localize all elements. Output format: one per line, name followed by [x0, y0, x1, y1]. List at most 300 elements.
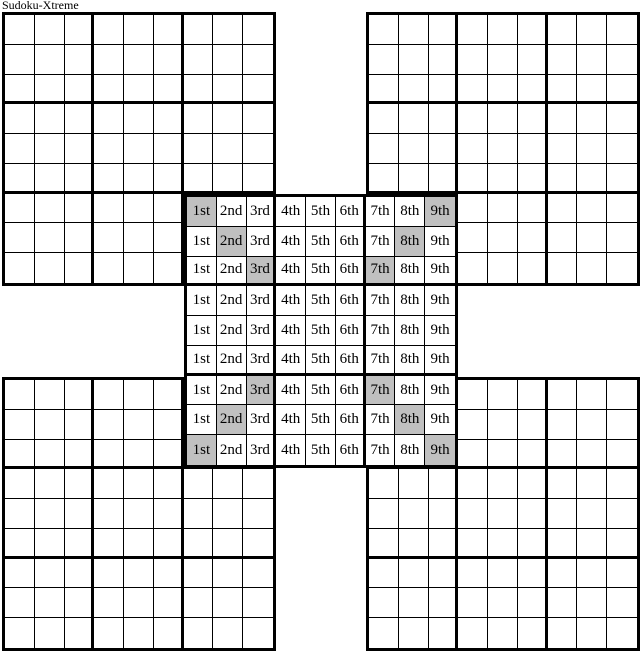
top-left-cell-r8c5[interactable] [124, 223, 154, 253]
top-left-cell-r2c4[interactable] [94, 45, 124, 75]
top-left-cell-r3c4[interactable] [94, 75, 124, 105]
top-right-cell-r5c9[interactable] [607, 134, 637, 164]
bottom-left-cell-r6c4[interactable] [94, 529, 124, 559]
center-cell-r9c5[interactable]: 5th [306, 435, 336, 465]
top-right-cell-r4c9[interactable] [607, 104, 637, 134]
bottom-left-cell-r7c7[interactable] [184, 559, 214, 589]
top-right-cell-r1c2[interactable] [399, 15, 429, 45]
top-left-cell-r4c9[interactable] [243, 104, 273, 134]
center-cell-r2c4[interactable]: 4th [276, 227, 306, 257]
top-right-cell-r6c2[interactable] [399, 164, 429, 194]
top-left-cell-r6c5[interactable] [124, 164, 154, 194]
top-left-cell-r3c8[interactable] [213, 75, 243, 105]
center-cell-r3c8[interactable]: 8th [395, 257, 425, 287]
center-cell-r5c5[interactable]: 5th [306, 316, 336, 346]
center-cell-r4c6[interactable]: 6th [336, 286, 366, 316]
top-right-cell-r8c6[interactable] [518, 223, 548, 253]
bottom-right-cell-r1c8[interactable] [577, 380, 607, 410]
bottom-right-cell-r9c2[interactable] [399, 618, 429, 648]
bottom-right-cell-r2c5[interactable] [488, 410, 518, 440]
top-left-cell-r9c2[interactable] [35, 253, 65, 283]
center-cell-r9c2[interactable]: 2nd [217, 435, 247, 465]
bottom-left-cell-r6c2[interactable] [35, 529, 65, 559]
top-left-cell-r3c9[interactable] [243, 75, 273, 105]
bottom-right-cell-r4c3[interactable] [429, 469, 459, 499]
top-left-cell-r1c9[interactable] [243, 15, 273, 45]
bottom-right-cell-r6c9[interactable] [607, 529, 637, 559]
top-right-cell-r9c6[interactable] [518, 253, 548, 283]
bottom-left-cell-r9c4[interactable] [94, 618, 124, 648]
top-right-cell-r7c4[interactable] [458, 194, 488, 224]
top-right-cell-r9c8[interactable] [577, 253, 607, 283]
center-cell-r8c7[interactable]: 7th [366, 405, 396, 435]
center-cell-r4c4[interactable]: 4th [276, 286, 306, 316]
top-right-cell-r2c3[interactable] [429, 45, 459, 75]
center-cell-r6c8[interactable]: 8th [395, 346, 425, 376]
center-cell-r8c6[interactable]: 6th [336, 405, 366, 435]
top-right-cell-r3c3[interactable] [429, 75, 459, 105]
bottom-left-cell-r3c6[interactable] [154, 440, 184, 470]
bottom-right-cell-r8c6[interactable] [518, 588, 548, 618]
top-right-cell-r4c2[interactable] [399, 104, 429, 134]
center-cell-r6c5[interactable]: 5th [306, 346, 336, 376]
center-cell-r4c3[interactable]: 3rd [247, 286, 277, 316]
bottom-right-cell-r6c8[interactable] [577, 529, 607, 559]
top-right-cell-r2c4[interactable] [458, 45, 488, 75]
center-cell-r2c9[interactable]: 9th [425, 227, 455, 257]
center-cell-r9c3[interactable]: 3rd [247, 435, 277, 465]
top-right-cell-r1c1[interactable] [369, 15, 399, 45]
bottom-left-cell-r3c1[interactable] [5, 440, 35, 470]
bottom-left-cell-r6c8[interactable] [213, 529, 243, 559]
bottom-right-cell-r8c3[interactable] [429, 588, 459, 618]
bottom-left-cell-r7c6[interactable] [154, 559, 184, 589]
top-right-cell-r8c8[interactable] [577, 223, 607, 253]
center-cell-r8c9[interactable]: 9th [425, 405, 455, 435]
center-cell-r2c2-highlighted[interactable]: 2nd [217, 227, 247, 257]
top-right-cell-r3c1[interactable] [369, 75, 399, 105]
top-left-cell-r7c1[interactable] [5, 194, 35, 224]
top-left-cell-r5c5[interactable] [124, 134, 154, 164]
bottom-left-cell-r9c8[interactable] [213, 618, 243, 648]
bottom-left-cell-r2c1[interactable] [5, 410, 35, 440]
center-cell-r6c9[interactable]: 9th [425, 346, 455, 376]
top-right-cell-r2c6[interactable] [518, 45, 548, 75]
top-right-cell-r4c4[interactable] [458, 104, 488, 134]
top-right-cell-r7c8[interactable] [577, 194, 607, 224]
top-left-cell-r5c9[interactable] [243, 134, 273, 164]
bottom-left-cell-r4c9[interactable] [243, 469, 273, 499]
top-left-cell-r1c4[interactable] [94, 15, 124, 45]
top-right-cell-r8c4[interactable] [458, 223, 488, 253]
bottom-right-cell-r5c7[interactable] [548, 499, 578, 529]
center-cell-r3c3-highlighted[interactable]: 3rd [247, 257, 277, 287]
center-cell-r4c8[interactable]: 8th [395, 286, 425, 316]
bottom-left-cell-r4c3[interactable] [65, 469, 95, 499]
top-right-cell-r4c6[interactable] [518, 104, 548, 134]
top-left-cell-r4c5[interactable] [124, 104, 154, 134]
bottom-right-cell-r9c5[interactable] [488, 618, 518, 648]
center-cell-r6c7[interactable]: 7th [366, 346, 396, 376]
top-right-cell-r7c9[interactable] [607, 194, 637, 224]
bottom-left-cell-r5c7[interactable] [184, 499, 214, 529]
bottom-right-cell-r8c8[interactable] [577, 588, 607, 618]
top-right-cell-r6c1[interactable] [369, 164, 399, 194]
bottom-left-cell-r4c6[interactable] [154, 469, 184, 499]
top-left-cell-r2c5[interactable] [124, 45, 154, 75]
center-cell-r9c1-highlighted[interactable]: 1st [187, 435, 217, 465]
bottom-right-cell-r7c6[interactable] [518, 559, 548, 589]
center-cell-r1c9-highlighted[interactable]: 9th [425, 197, 455, 227]
bottom-right-cell-r1c6[interactable] [518, 380, 548, 410]
top-left-cell-r3c2[interactable] [35, 75, 65, 105]
top-right-cell-r6c6[interactable] [518, 164, 548, 194]
bottom-left-cell-r2c2[interactable] [35, 410, 65, 440]
bottom-left-cell-r3c4[interactable] [94, 440, 124, 470]
bottom-left-cell-r4c1[interactable] [5, 469, 35, 499]
bottom-right-cell-r6c6[interactable] [518, 529, 548, 559]
center-cell-r5c4[interactable]: 4th [276, 316, 306, 346]
top-left-cell-r5c2[interactable] [35, 134, 65, 164]
bottom-right-cell-r3c8[interactable] [577, 440, 607, 470]
center-cell-r9c9-highlighted[interactable]: 9th [425, 435, 455, 465]
top-left-cell-r5c1[interactable] [5, 134, 35, 164]
bottom-right-cell-r2c7[interactable] [548, 410, 578, 440]
top-left-cell-r3c3[interactable] [65, 75, 95, 105]
bottom-right-cell-r5c1[interactable] [369, 499, 399, 529]
top-left-cell-r8c2[interactable] [35, 223, 65, 253]
top-right-cell-r4c5[interactable] [488, 104, 518, 134]
center-cell-r6c6[interactable]: 6th [336, 346, 366, 376]
top-left-cell-r8c1[interactable] [5, 223, 35, 253]
bottom-right-cell-r9c9[interactable] [607, 618, 637, 648]
center-cell-r3c1[interactable]: 1st [187, 257, 217, 287]
center-cell-r1c2[interactable]: 2nd [217, 197, 247, 227]
top-left-cell-r4c3[interactable] [65, 104, 95, 134]
bottom-left-cell-r2c4[interactable] [94, 410, 124, 440]
bottom-left-cell-r8c4[interactable] [94, 588, 124, 618]
bottom-left-cell-r8c1[interactable] [5, 588, 35, 618]
bottom-left-cell-r5c8[interactable] [213, 499, 243, 529]
top-left-cell-r8c4[interactable] [94, 223, 124, 253]
top-left-cell-r9c6[interactable] [154, 253, 184, 283]
bottom-left-cell-r3c3[interactable] [65, 440, 95, 470]
top-left-cell-r4c4[interactable] [94, 104, 124, 134]
top-right-cell-r2c7[interactable] [548, 45, 578, 75]
bottom-left-cell-r6c6[interactable] [154, 529, 184, 559]
center-cell-r4c5[interactable]: 5th [306, 286, 336, 316]
top-right-cell-r1c8[interactable] [577, 15, 607, 45]
bottom-left-cell-r2c3[interactable] [65, 410, 95, 440]
top-right-cell-r6c8[interactable] [577, 164, 607, 194]
top-left-cell-r2c1[interactable] [5, 45, 35, 75]
bottom-right-cell-r2c9[interactable] [607, 410, 637, 440]
center-cell-r7c9[interactable]: 9th [425, 376, 455, 406]
top-right-cell-r9c5[interactable] [488, 253, 518, 283]
top-left-cell-r4c2[interactable] [35, 104, 65, 134]
top-left-cell-r7c5[interactable] [124, 194, 154, 224]
bottom-right-cell-r7c9[interactable] [607, 559, 637, 589]
top-left-cell-r2c8[interactable] [213, 45, 243, 75]
top-left-cell-r2c7[interactable] [184, 45, 214, 75]
center-cell-r7c7-highlighted[interactable]: 7th [366, 376, 396, 406]
center-cell-r1c3[interactable]: 3rd [247, 197, 277, 227]
bottom-right-cell-r2c4[interactable] [458, 410, 488, 440]
center-cell-r5c7[interactable]: 7th [366, 316, 396, 346]
bottom-left-cell-r1c2[interactable] [35, 380, 65, 410]
center-cell-r2c1[interactable]: 1st [187, 227, 217, 257]
bottom-left-cell-r4c7[interactable] [184, 469, 214, 499]
bottom-right-cell-r6c7[interactable] [548, 529, 578, 559]
bottom-left-cell-r5c1[interactable] [5, 499, 35, 529]
bottom-right-cell-r8c2[interactable] [399, 588, 429, 618]
center-cell-r1c5[interactable]: 5th [306, 197, 336, 227]
bottom-right-cell-r1c7[interactable] [548, 380, 578, 410]
top-right-cell-r5c6[interactable] [518, 134, 548, 164]
center-cell-r5c2[interactable]: 2nd [217, 316, 247, 346]
center-cell-r8c2-highlighted[interactable]: 2nd [217, 405, 247, 435]
bottom-left-cell-r8c6[interactable] [154, 588, 184, 618]
bottom-right-cell-r5c8[interactable] [577, 499, 607, 529]
bottom-right-cell-r7c1[interactable] [369, 559, 399, 589]
bottom-right-cell-r6c2[interactable] [399, 529, 429, 559]
bottom-right-cell-r8c1[interactable] [369, 588, 399, 618]
top-left-cell-r6c8[interactable] [213, 164, 243, 194]
top-left-cell-r6c6[interactable] [154, 164, 184, 194]
bottom-right-cell-r5c3[interactable] [429, 499, 459, 529]
center-cell-r7c3-highlighted[interactable]: 3rd [247, 376, 277, 406]
center-cell-r2c5[interactable]: 5th [306, 227, 336, 257]
bottom-left-cell-r9c9[interactable] [243, 618, 273, 648]
top-left-cell-r7c2[interactable] [35, 194, 65, 224]
center-cell-r5c9[interactable]: 9th [425, 316, 455, 346]
center-cell-r3c9[interactable]: 9th [425, 257, 455, 287]
center-cell-r8c4[interactable]: 4th [276, 405, 306, 435]
top-right-cell-r5c2[interactable] [399, 134, 429, 164]
bottom-right-cell-r4c2[interactable] [399, 469, 429, 499]
bottom-left-cell-r4c2[interactable] [35, 469, 65, 499]
bottom-right-cell-r4c9[interactable] [607, 469, 637, 499]
top-right-cell-r1c5[interactable] [488, 15, 518, 45]
top-right-cell-r5c3[interactable] [429, 134, 459, 164]
top-left-cell-r6c7[interactable] [184, 164, 214, 194]
top-left-cell-r5c8[interactable] [213, 134, 243, 164]
bottom-left-cell-r9c1[interactable] [5, 618, 35, 648]
bottom-right-cell-r2c8[interactable] [577, 410, 607, 440]
top-right-cell-r3c7[interactable] [548, 75, 578, 105]
bottom-right-cell-r1c5[interactable] [488, 380, 518, 410]
top-left-cell-r7c4[interactable] [94, 194, 124, 224]
bottom-left-cell-r7c3[interactable] [65, 559, 95, 589]
center-cell-r2c8-highlighted[interactable]: 8th [395, 227, 425, 257]
top-right-cell-r6c4[interactable] [458, 164, 488, 194]
bottom-left-cell-r6c5[interactable] [124, 529, 154, 559]
bottom-left-cell-r1c6[interactable] [154, 380, 184, 410]
bottom-left-cell-r5c5[interactable] [124, 499, 154, 529]
bottom-left-cell-r1c4[interactable] [94, 380, 124, 410]
bottom-left-cell-r7c2[interactable] [35, 559, 65, 589]
top-left-cell-r6c4[interactable] [94, 164, 124, 194]
bottom-right-cell-r4c7[interactable] [548, 469, 578, 499]
top-left-cell-r4c8[interactable] [213, 104, 243, 134]
bottom-left-cell-r5c3[interactable] [65, 499, 95, 529]
top-left-cell-r5c3[interactable] [65, 134, 95, 164]
top-left-cell-r3c5[interactable] [124, 75, 154, 105]
bottom-left-cell-r8c5[interactable] [124, 588, 154, 618]
top-left-cell-r4c1[interactable] [5, 104, 35, 134]
bottom-left-cell-r2c6[interactable] [154, 410, 184, 440]
bottom-left-cell-r7c1[interactable] [5, 559, 35, 589]
top-left-cell-r1c8[interactable] [213, 15, 243, 45]
bottom-right-cell-r4c5[interactable] [488, 469, 518, 499]
bottom-right-cell-r5c4[interactable] [458, 499, 488, 529]
bottom-right-cell-r7c2[interactable] [399, 559, 429, 589]
top-right-cell-r7c5[interactable] [488, 194, 518, 224]
bottom-left-cell-r7c5[interactable] [124, 559, 154, 589]
bottom-left-cell-r1c1[interactable] [5, 380, 35, 410]
center-cell-r3c6[interactable]: 6th [336, 257, 366, 287]
bottom-right-cell-r6c4[interactable] [458, 529, 488, 559]
bottom-left-cell-r8c9[interactable] [243, 588, 273, 618]
center-cell-r7c5[interactable]: 5th [306, 376, 336, 406]
top-left-cell-r1c7[interactable] [184, 15, 214, 45]
bottom-right-cell-r7c7[interactable] [548, 559, 578, 589]
bottom-right-cell-r8c7[interactable] [548, 588, 578, 618]
bottom-right-cell-r9c7[interactable] [548, 618, 578, 648]
top-right-cell-r1c6[interactable] [518, 15, 548, 45]
top-left-cell-r6c3[interactable] [65, 164, 95, 194]
top-right-cell-r7c6[interactable] [518, 194, 548, 224]
center-cell-r9c8[interactable]: 8th [395, 435, 425, 465]
top-left-cell-r3c7[interactable] [184, 75, 214, 105]
center-cell-r5c1[interactable]: 1st [187, 316, 217, 346]
top-right-cell-r2c1[interactable] [369, 45, 399, 75]
bottom-right-cell-r1c9[interactable] [607, 380, 637, 410]
center-cell-r6c4[interactable]: 4th [276, 346, 306, 376]
bottom-left-cell-r5c6[interactable] [154, 499, 184, 529]
top-right-cell-r6c3[interactable] [429, 164, 459, 194]
bottom-left-cell-r5c9[interactable] [243, 499, 273, 529]
top-left-cell-r4c6[interactable] [154, 104, 184, 134]
center-cell-r5c8[interactable]: 8th [395, 316, 425, 346]
bottom-left-cell-r5c4[interactable] [94, 499, 124, 529]
top-right-cell-r3c2[interactable] [399, 75, 429, 105]
top-right-cell-r5c7[interactable] [548, 134, 578, 164]
center-cell-r2c6[interactable]: 6th [336, 227, 366, 257]
center-cell-r1c7[interactable]: 7th [366, 197, 396, 227]
center-cell-r5c3[interactable]: 3rd [247, 316, 277, 346]
top-left-cell-r2c9[interactable] [243, 45, 273, 75]
center-cell-r3c4[interactable]: 4th [276, 257, 306, 287]
bottom-left-cell-r9c3[interactable] [65, 618, 95, 648]
top-right-cell-r5c8[interactable] [577, 134, 607, 164]
bottom-right-cell-r9c4[interactable] [458, 618, 488, 648]
bottom-right-cell-r8c9[interactable] [607, 588, 637, 618]
center-cell-r4c7[interactable]: 7th [366, 286, 396, 316]
bottom-right-cell-r5c6[interactable] [518, 499, 548, 529]
center-cell-r4c2[interactable]: 2nd [217, 286, 247, 316]
bottom-right-cell-r4c4[interactable] [458, 469, 488, 499]
bottom-right-cell-r8c4[interactable] [458, 588, 488, 618]
center-cell-r7c8[interactable]: 8th [395, 376, 425, 406]
top-left-cell-r8c3[interactable] [65, 223, 95, 253]
bottom-right-cell-r3c6[interactable] [518, 440, 548, 470]
top-right-cell-r9c4[interactable] [458, 253, 488, 283]
bottom-right-cell-r4c8[interactable] [577, 469, 607, 499]
center-cell-r9c6[interactable]: 6th [336, 435, 366, 465]
bottom-left-cell-r7c4[interactable] [94, 559, 124, 589]
center-cell-r2c3[interactable]: 3rd [247, 227, 277, 257]
bottom-left-cell-r8c2[interactable] [35, 588, 65, 618]
top-right-cell-r2c8[interactable] [577, 45, 607, 75]
top-right-cell-r4c7[interactable] [548, 104, 578, 134]
top-right-cell-r4c1[interactable] [369, 104, 399, 134]
top-left-cell-r6c1[interactable] [5, 164, 35, 194]
center-cell-r3c2[interactable]: 2nd [217, 257, 247, 287]
top-left-cell-r2c2[interactable] [35, 45, 65, 75]
bottom-right-cell-r2c6[interactable] [518, 410, 548, 440]
center-cell-r9c7[interactable]: 7th [366, 435, 396, 465]
top-left-cell-r9c4[interactable] [94, 253, 124, 283]
top-left-cell-r8c6[interactable] [154, 223, 184, 253]
top-right-cell-r8c5[interactable] [488, 223, 518, 253]
top-left-cell-r5c7[interactable] [184, 134, 214, 164]
bottom-left-cell-r2c5[interactable] [124, 410, 154, 440]
top-right-cell-r2c2[interactable] [399, 45, 429, 75]
center-cell-r3c7-highlighted[interactable]: 7th [366, 257, 396, 287]
top-left-cell-r6c2[interactable] [35, 164, 65, 194]
top-right-cell-r9c9[interactable] [607, 253, 637, 283]
bottom-right-cell-r9c1[interactable] [369, 618, 399, 648]
bottom-left-cell-r6c9[interactable] [243, 529, 273, 559]
center-cell-r3c5[interactable]: 5th [306, 257, 336, 287]
top-left-cell-r1c6[interactable] [154, 15, 184, 45]
top-right-cell-r6c7[interactable] [548, 164, 578, 194]
bottom-right-cell-r7c8[interactable] [577, 559, 607, 589]
top-right-cell-r8c9[interactable] [607, 223, 637, 253]
center-cell-r7c6[interactable]: 6th [336, 376, 366, 406]
center-cell-r8c5[interactable]: 5th [306, 405, 336, 435]
bottom-left-cell-r1c5[interactable] [124, 380, 154, 410]
center-cell-r6c1[interactable]: 1st [187, 346, 217, 376]
top-right-cell-r7c7[interactable] [548, 194, 578, 224]
top-right-cell-r1c7[interactable] [548, 15, 578, 45]
center-cell-r7c4[interactable]: 4th [276, 376, 306, 406]
top-left-cell-r1c2[interactable] [35, 15, 65, 45]
bottom-right-cell-r9c8[interactable] [577, 618, 607, 648]
bottom-left-cell-r9c5[interactable] [124, 618, 154, 648]
top-right-cell-r6c5[interactable] [488, 164, 518, 194]
bottom-left-cell-r3c2[interactable] [35, 440, 65, 470]
center-cell-r4c1[interactable]: 1st [187, 286, 217, 316]
bottom-right-cell-r3c4[interactable] [458, 440, 488, 470]
bottom-right-cell-r7c3[interactable] [429, 559, 459, 589]
top-left-cell-r7c6[interactable] [154, 194, 184, 224]
bottom-right-cell-r4c6[interactable] [518, 469, 548, 499]
bottom-right-cell-r5c2[interactable] [399, 499, 429, 529]
center-cell-r8c1[interactable]: 1st [187, 405, 217, 435]
bottom-right-cell-r1c4[interactable] [458, 380, 488, 410]
top-left-cell-r9c1[interactable] [5, 253, 35, 283]
bottom-right-cell-r5c9[interactable] [607, 499, 637, 529]
top-right-cell-r8c7[interactable] [548, 223, 578, 253]
center-cell-r6c3[interactable]: 3rd [247, 346, 277, 376]
top-right-cell-r3c4[interactable] [458, 75, 488, 105]
bottom-left-cell-r6c7[interactable] [184, 529, 214, 559]
top-left-cell-r5c6[interactable] [154, 134, 184, 164]
bottom-right-cell-r7c4[interactable] [458, 559, 488, 589]
top-left-cell-r1c3[interactable] [65, 15, 95, 45]
